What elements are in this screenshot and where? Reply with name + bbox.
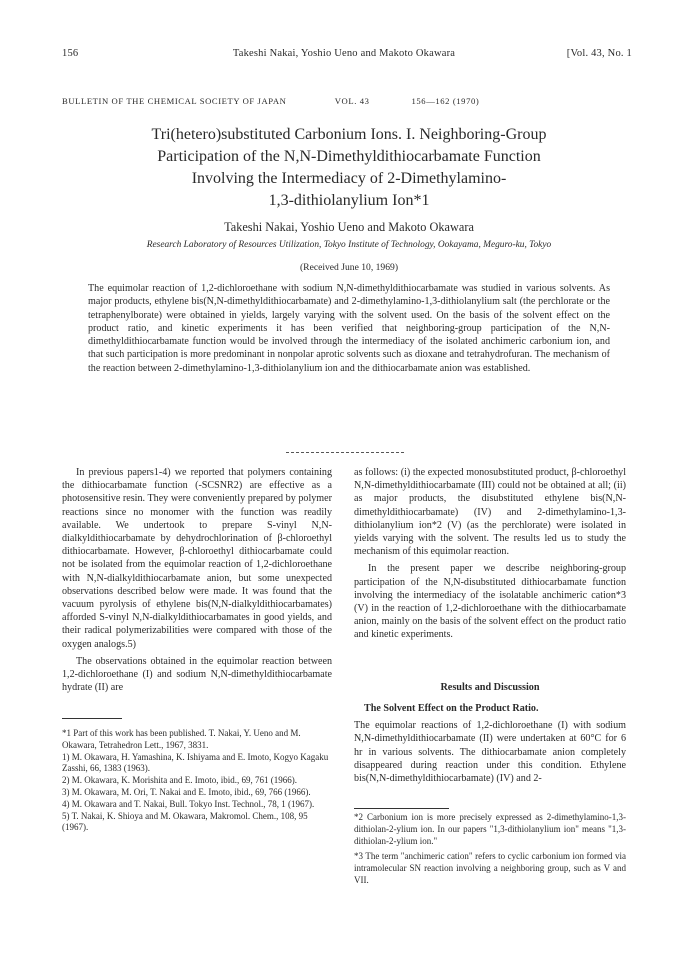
footnote: *1 Part of this work has been published. T. Nakai, Y. Ueno and M. Okawara, Tetrahedron Lett., 1967, 3831. [62, 728, 301, 750]
paragraph: In previous papers1-4) we reported that polymers containing the dithiocarbamate function (-SCSNR2) are effective as a photosensitive resin. They were conveniently prepared by polymer reactions since no monomer with the function was readily available. We undertook to prepare S-vinyl N,N-dialkyldithiocarbamate by dehydrochlorination of β-chloroethyl dithiocarbamate. However, β-chloroethyl dithiocarbamate could not be isolated from the equimolar reaction of 1,2-dichloroethane with N,N-dialkyldithiocarbamate anion, but some unexpected observations described below were made. It was found that the vacuum pyrolysis of ethylene bis(N,N-dialkyldithiocarbamates) afforded S-vinyl N,N-dialkyldithiocarbamates in good yields, and their radical polymerizabilities were compared with those of the oxygen analogs.5) [62, 467, 332, 650]
body-column-left [62, 466, 332, 698]
abstract: The equimolar reaction of 1,2-dichloroethane with sodium N,N-dimethyldithiocarbamate was studied in various solvents. As major products, ethylene bis(N,N-dimethyldithiocarbamate) and 2-dimethylamino-1,3-dithiolanylium salt (the perchlorate or the tetraphenylborate) were obtained in yields, largely varying with the solvent used. On the basis of the solvent effect on the product ratio, and kinetic experiments it has been verified that neighboring-group participation of the N,N-dimethyldithiocarbamate function would be involved through the intermediacy of the isolated anchimeric carbonium ion, and that such participation is more predominant in nonpolar aprotic solvents such as dioxane and tetrahydrofuran. The mechanism of the reaction between 2-dimethylamino-1,3-dithiolanylium ion and the dithiocarbamate anion was established. [88, 283, 610, 374]
footnote-rule [354, 808, 449, 809]
journal-line [62, 96, 636, 106]
journal-volume: VOL. 43 [334, 96, 370, 106]
footnotes-left [62, 728, 332, 834]
footnote: *3 The term "anchimeric cation" refers to cyclic carbonium ion formed via intramolecular SN reaction involving a neighboring group, such as V and VII. [354, 851, 626, 885]
page-number: 156 [62, 48, 79, 59]
footnote: 1) M. Okawara, H. Yamashina, K. Ishiyama and E. Imoto, Kogyo Kagaku Zasshi, 66, 1383 (1963). [62, 751, 329, 774]
article-title [62, 124, 636, 212]
journal-pages: 156—162 (1970) [411, 96, 480, 106]
title-line: 1,3-dithiolanylium Ion*1 [268, 192, 430, 209]
author-list: Takeshi Nakai, Yoshio Ueno and Makoto Okawara [224, 220, 474, 234]
footnote-rule [62, 718, 122, 719]
subsection-title: The Solvent Effect on the Product Ratio. [364, 703, 539, 714]
section-divider [286, 452, 404, 453]
paragraph: The equimolar reactions of 1,2-dichloroethane (I) with sodium N,N-dimethyldithiocarbamate (II) were undertaken at 60°C for 6 hr in various solvents. The dithiocarbamate anion completely disappeared during reaction under this condition. Ethylene bis(N,N-dimethyldithiocarbamate) (IV) and 2- [354, 720, 626, 785]
title-line: Participation of the N,N-Dimethyldithiocarbamate Function [157, 148, 541, 165]
subsection [354, 702, 626, 789]
footnote: 2) M. Okawara, K. Morishita and E. Imoto, ibid., 69, 761 (1966). [62, 775, 297, 786]
running-header-authors: Takeshi Nakai, Yoshio Ueno and Makoto Okawara [232, 48, 456, 59]
running-header-volume: [Vol. 43, No. 1 [566, 48, 632, 59]
paragraph: In the present paper we describe neighboring-group participation of the N,N-disubstituted dithiocarbamate function involving the intermediacy of the isolatable anchimeric cation*3 (V) in the reaction of 1,2-dichloroethane with the dithiocarbamate anion, mainly on the basis of the solvent effect on the product ratio and kinetic experiments. [354, 563, 626, 641]
title-line: Involving the Intermediacy of 2-Dimethylamino- [191, 170, 507, 187]
body-column-right [354, 466, 626, 646]
footnote: 5) T. Nakai, K. Shioya and M. Okawara, Makromol. Chem., 108, 95 (1967). [62, 810, 308, 833]
journal-name: BULLETIN OF THE CHEMICAL SOCIETY OF JAPAN [62, 96, 287, 106]
paragraph: The observations obtained in the equimolar reaction between 1,2-dichloroethane (I) and sodium N,N-dimethyldithiocarbamate hydrate (II) are [62, 655, 332, 694]
footnote: *2 Carbonium ion is more precisely expressed as 2-dimethylamino-1,3-dithiolan-2-ylium ion. In our papers "1,3-dithiolanylium ion" means "1,3-dithiolan-2-ylium ion." [354, 812, 626, 846]
received-date: (Received June 10, 1969) [299, 262, 399, 273]
affiliation: Research Laboratory of Resources Utilization, Tokyo Institute of Technology, Ookayama, Meguro-ku, Tokyo [146, 240, 552, 250]
section-heading: Results and Discussion [440, 682, 540, 693]
footnote: 3) M. Okawara, M. Ori, T. Nakai and E. Imoto, ibid., 69, 766 (1966). [62, 786, 311, 797]
footnote: 4) M. Okawara and T. Nakai, Bull. Tokyo Inst. Technol., 78, 1 (1967). [62, 798, 315, 809]
footnotes-right [354, 812, 626, 891]
paragraph: as follows: (i) the expected monosubstituted product, β-chloroethyl N,N-dimethyldithiocarbamate (III) could not be obtained at all; (ii) as major products, the disubstituted ethylene bis(N,N-dimethyldithiocarbamate) (IV) and 2-dimethylamino-1,3-dithiolanylium ion*2 (V) (as the perchlorate) were isolated in yields varying with the solvent. The results led us to study the mechanism of this equimolar reaction. [354, 467, 626, 558]
title-line: Tri(hetero)substituted Carbonium Ions. I. Neighboring-Group [151, 126, 547, 143]
